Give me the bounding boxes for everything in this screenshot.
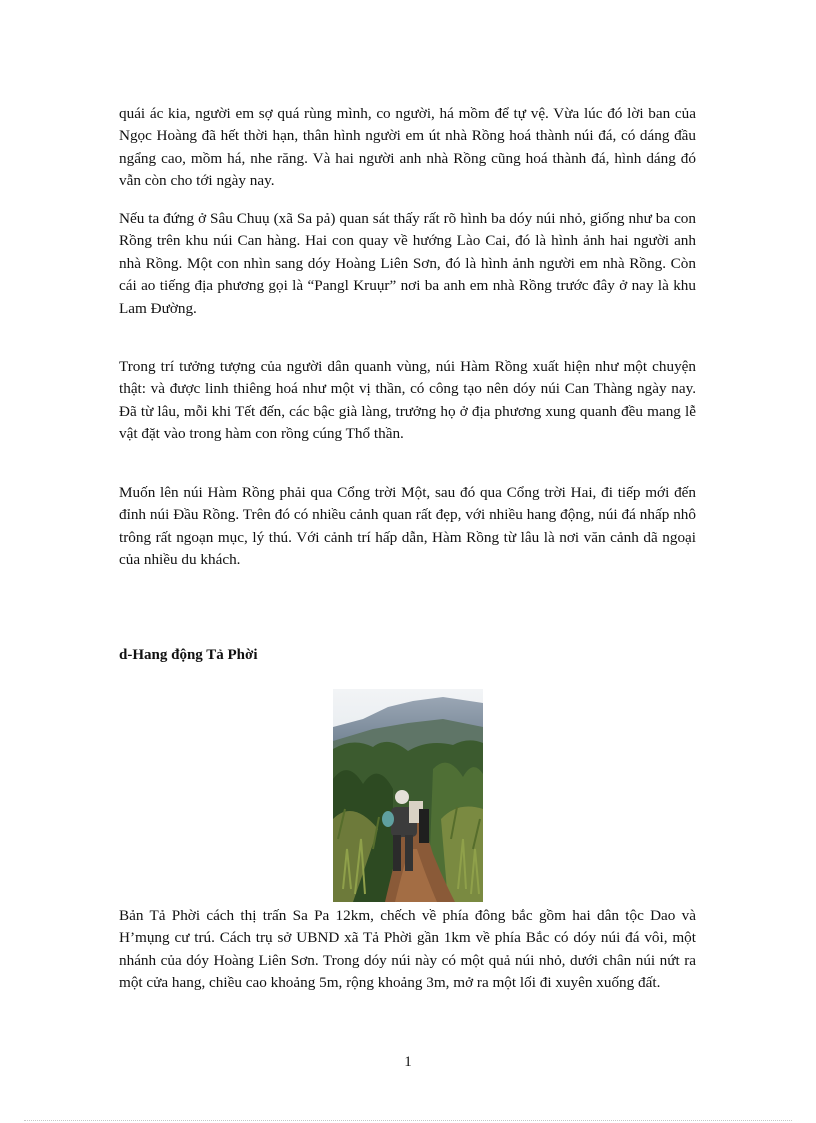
paragraph-ta-phoi-description: Bản Tả Phời cách thị trấn Sa Pa 12km, chếch về phía đông bắc gồm hai dân tộc Dao và H’mụng cư trú. Cách trụ sở UBND xã Tả Phời gần 1km về phía Bắc có dóy núi đá vôi, một nhánh của dóy Hoàng Liên Sơn. Trong dóy núi này có một quả núi nhỏ, dưới chân núi nứt ra một cửa hang, chiều cao khoảng 5m, rộng khoảng 3m, mở ra một lối đi xuyên xuống đất. [119,907,696,992]
section-heading: d-Hang động Tả Phời [119,647,258,663]
paragraph-sau-chuu-view: Nếu ta đứng ở Sâu Chuụ (xã Sa pả) quan sát thấy rất rõ hình ba dóy núi nhỏ, giống như ba con Rồng trên khu núi Can hàng. Hai con quay về hướng Lào Cai, đó là hình ảnh hai người anh nhà Rồng. Một con nhìn sang dóy Hoàng Liên Sơn, đó là hình ảnh người em nhà Rồng. Còn cái ao tiếng địa phương gọi là “Pangl Kruụr” nơi ba anh em nhà Rồng trước đây ở nay là khu Lam Đường. [119,210,696,317]
paragraph-local-belief: Trong trí tưởng tượng của người dân quanh vùng, núi Hàm Rồng xuất hiện như một chuyện thật: và được linh thiêng hoá như một vị thần, có công tạo nên dóy núi Can Thàng ngày nay. Đã từ lâu, mỗi khi Tết đến, các bậc già làng, trưởng họ ở địa phương xung quanh đều mang lễ vật đặt vào trong hàm con rồng cúng Thổ thần. [119,358,696,443]
trekking-photo [333,689,483,902]
paragraph-ham-rong-route: Muốn lên núi Hàm Rồng phải qua Cổng trời Một, sau đó qua Cổng trời Hai, đi tiếp mới đến đỉnh núi Đầu Rồng. Trên đó có nhiều cảnh quan rất đẹp, với nhiều hang động, núi đá nhấp nhô trông rất ngoạn mục, lý thú. Với cảnh trí hấp dẫn, Hàm Rồng từ lâu là nơi văn cảnh dã ngoại của nhiều du khách. [119,484,696,569]
page-bottom-divider [24,1120,792,1121]
paragraph-legend-ending: quái ác kia, người em sợ quá rùng mình, co người, há mồm để tự vệ. Vừa lúc đó lời ban của Ngọc Hoàng đã hết thời hạn, thân hình người em út nhà Rồng hoá thành núi đá, có dáng đầu ngẩng cao, mồm há, nhe răng. Và hai người anh nhà Rồng cũng hoá thành đá, hình dáng đó vẫn còn cho tới ngày nay. [119,105,696,190]
trekking-photo-illustration [333,689,483,902]
page-number: 1 [404,1054,412,1070]
